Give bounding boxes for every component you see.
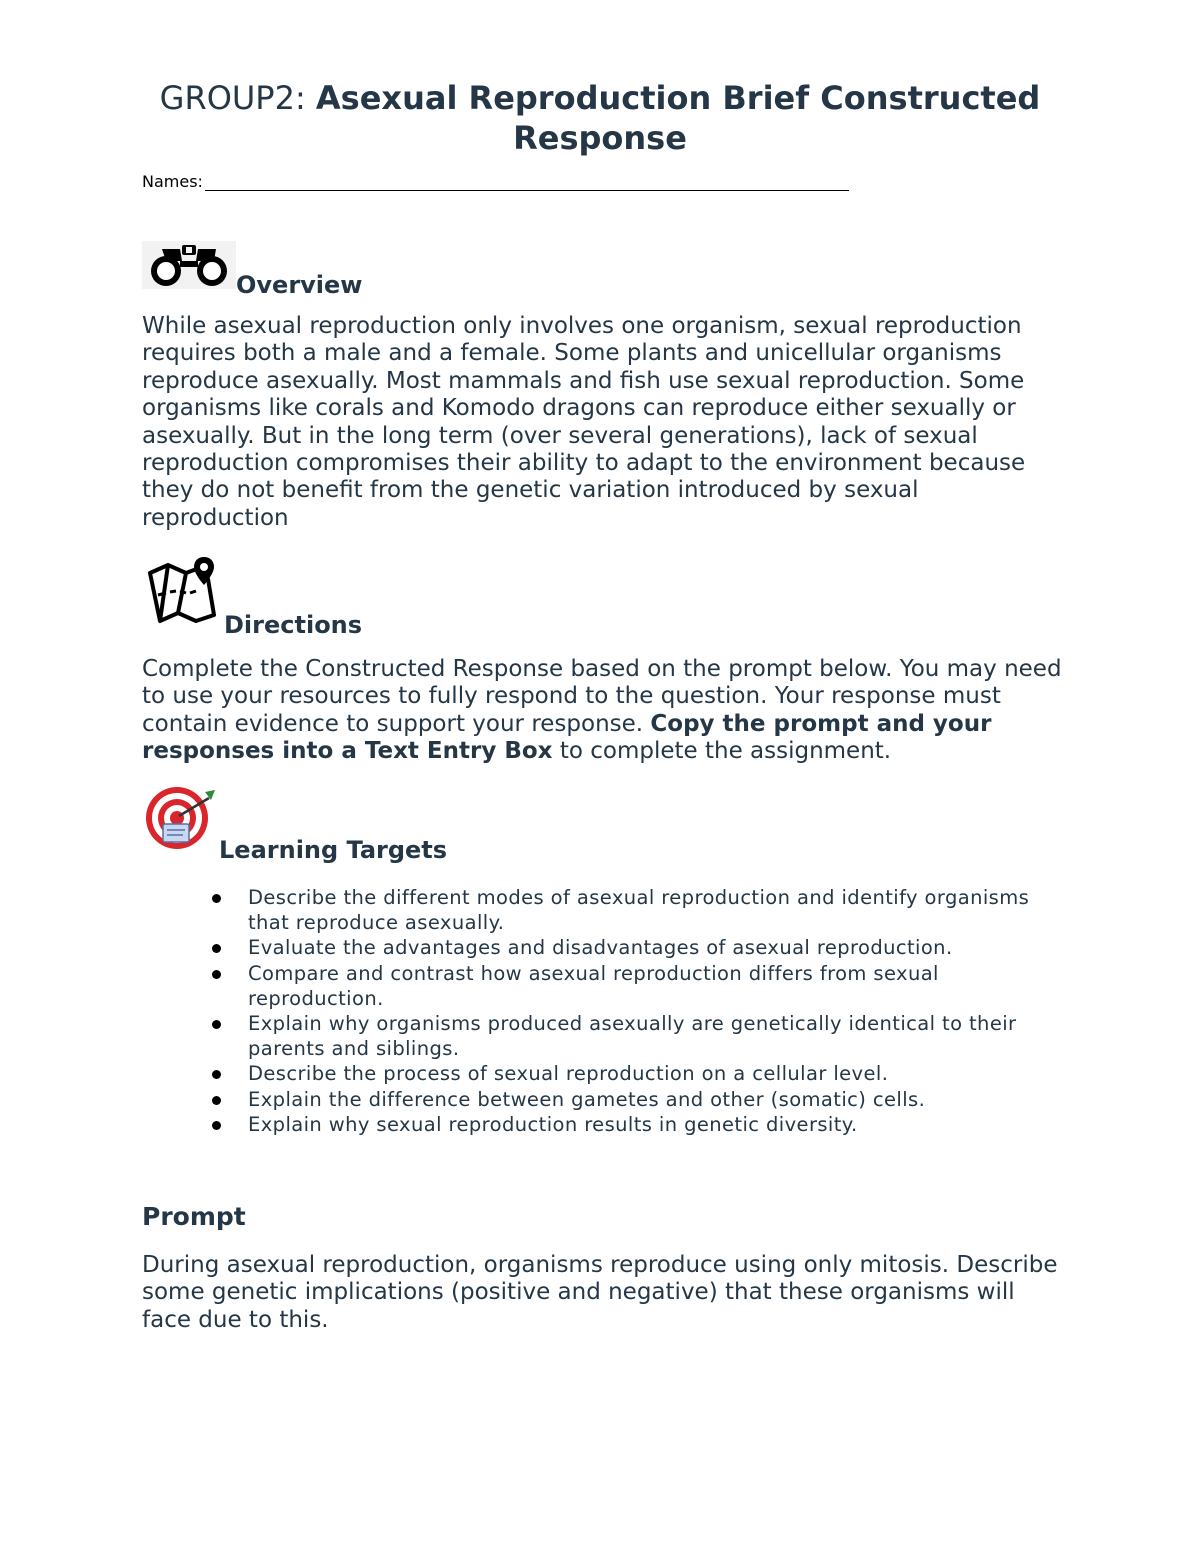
directions-heading-label: Directions	[224, 611, 363, 639]
names-label: Names:	[142, 172, 203, 191]
learning-targets-list	[205, 885, 1035, 1137]
page-title	[100, 78, 1100, 158]
list-item: Explain the difference between gametes and other (somatic) cells.	[205, 1087, 1035, 1112]
prompt-text: During asexual reproduction, organisms reproduce using only mitosis. Describe some genetic implications (positive and negative) that these organisms will face due to this.	[142, 1252, 1058, 1333]
overview-text: While asexual reproduction only involves one organism, sexual reproduction requires both a male and a female. Some plants and unicellular organisms reproduce asexually. Most mammals and fish use sexual reproduction. Some organisms like corals and Komodo dragons can reproduce either sexually or asexually. But in the long term (over several generations), lack of sexual reproduction compromises their ability to adapt to the environment because they do not benefit from the genetic variation introduced by sexual reproduction	[142, 313, 1026, 531]
list-item: Describe the different modes of asexual reproduction and identify organisms that reproduce asexually.	[205, 885, 1035, 935]
list-item: Explain why sexual reproduction results in genetic diversity.	[205, 1112, 1035, 1137]
overview-heading-label: Overview	[236, 271, 363, 299]
list-item: Evaluate the advantages and disadvantages of asexual reproduction.	[205, 935, 1035, 960]
title-text: Asexual Reproduction Brief Constructed Response	[315, 79, 1041, 157]
overview-heading	[142, 241, 363, 299]
binoculars-icon	[142, 241, 236, 293]
directions-text	[142, 656, 1062, 766]
prompt-heading: Prompt	[142, 1202, 246, 1231]
list-item: Describe the process of sexual reproduction on a cellular level.	[205, 1061, 1035, 1086]
directions-text-outro: to complete the assignment.	[552, 738, 892, 765]
list-item: Explain why organisms produced asexually are genetically identical to their parents and siblings.	[205, 1011, 1035, 1061]
map-pin-icon	[146, 555, 220, 629]
directions-text-emphasis: Copy the prompt and your responses into a Text Entry Box	[142, 710, 992, 765]
group-label: GROUP2:	[159, 79, 316, 117]
learning-targets-heading-label: Learning Targets	[219, 836, 448, 864]
names-blank-line	[205, 172, 849, 191]
target-icon	[143, 782, 217, 856]
list-item: Compare and contrast how asexual reproduction differs from sexual reproduction.	[205, 961, 1035, 1011]
learning-targets-heading	[143, 782, 448, 864]
directions-text-intro: Complete the Constructed Response based on the prompt below. You may need to use your resources to fully respond to the question. Your response must contain evidence to support your response.	[142, 656, 1062, 737]
directions-heading	[146, 555, 363, 639]
names-field	[142, 172, 849, 191]
